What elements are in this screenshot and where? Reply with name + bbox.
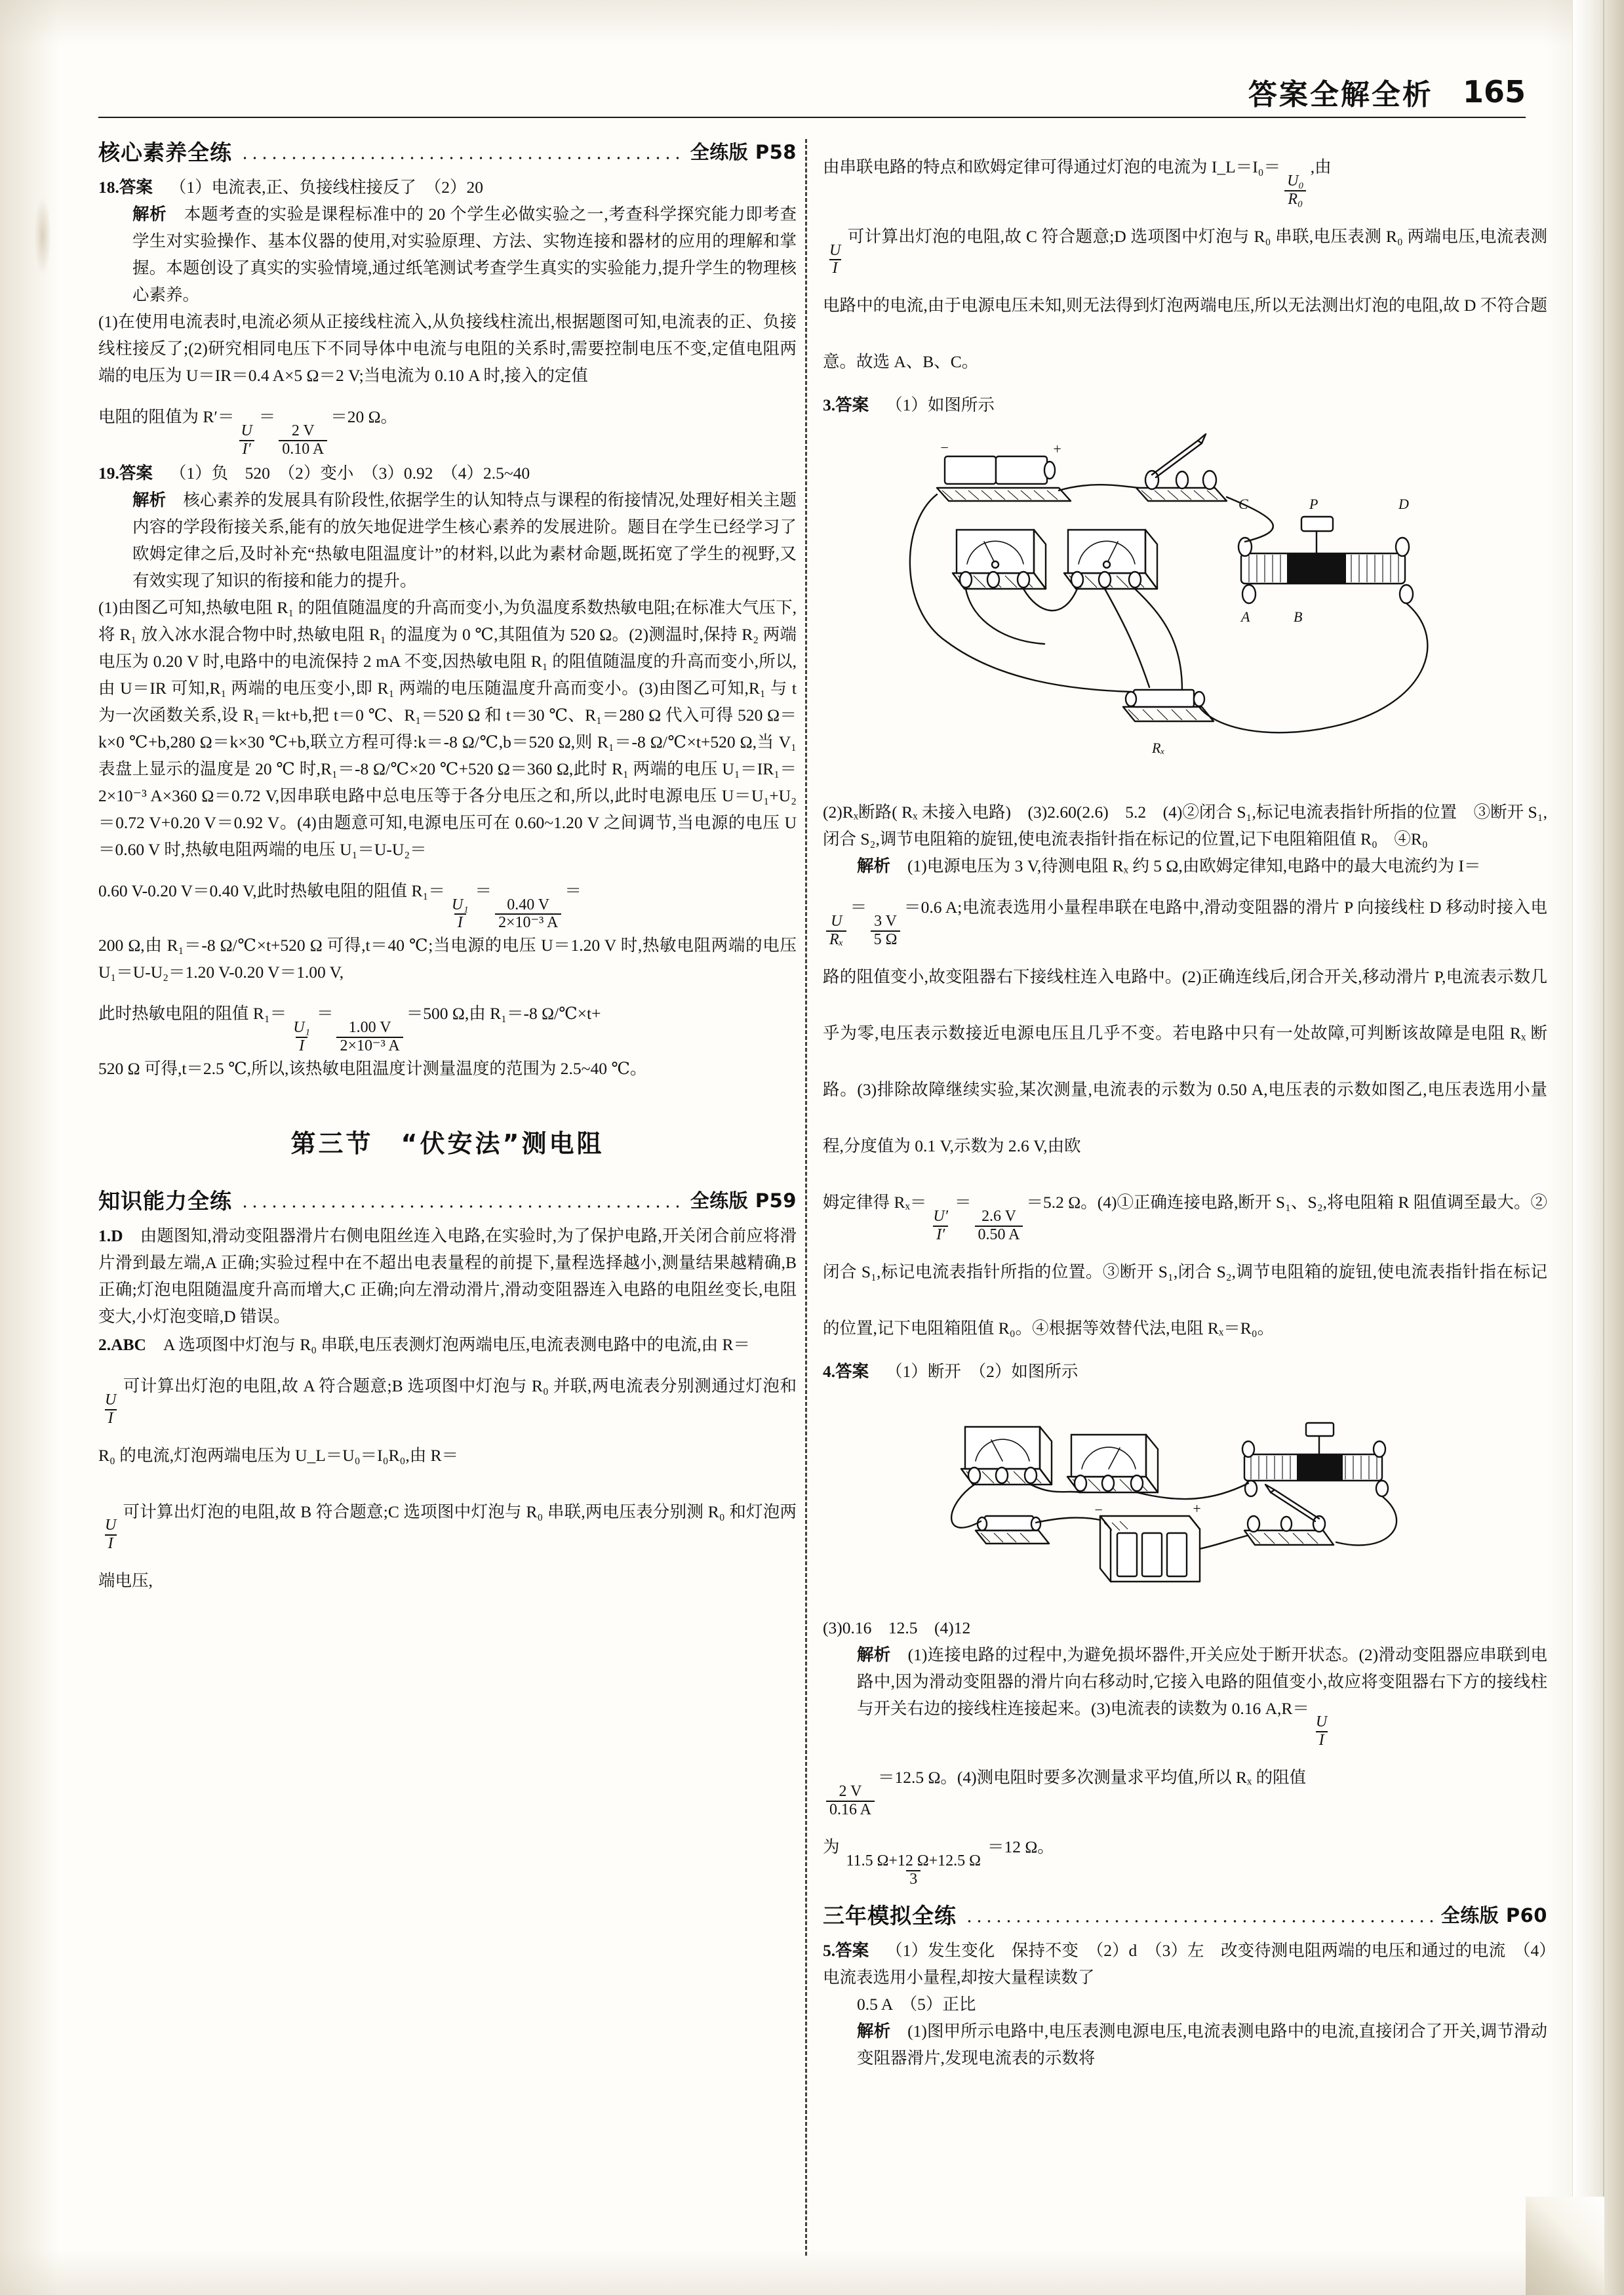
item-number: 4.: [823, 1361, 836, 1381]
figure-label-b: B: [1293, 609, 1302, 626]
fraction-26v-over-050a: [975, 1208, 1023, 1244]
page-header: [0, 71, 1573, 113]
fraction-numerator: U: [1315, 1713, 1328, 1731]
fraction-040v-over-2e-3a: [495, 897, 561, 932]
fraction-numerator: U₀: [1287, 172, 1304, 190]
circuit-diagram-3-svg: [874, 425, 1497, 792]
fraction-denominator: I: [1316, 1731, 1328, 1749]
fraction-denominator: R₀: [1284, 190, 1306, 209]
fraction-denominator: I: [105, 1534, 117, 1553]
analysis-label: 解析: [132, 490, 167, 509]
formula-line-1: [823, 139, 1547, 209]
fraction-numerator: 0.40 V: [507, 896, 550, 913]
answer-line: [98, 1331, 797, 1358]
figure-label-rx: Rₓ: [1151, 740, 1165, 757]
answer-line-2: [823, 1991, 1547, 2018]
analysis-text: (1)由图乙可知,热敏电阻 R₁ 的阻值随温度的升高而变小,为负温度系数热敏电阻;在标准大气压下,将 R₁ 放入冰水混合物中时,热敏电阻 R₁ 的温度为 0 ℃,其阻值为 520 Ω。(2)测温时,保持 R₂ 两端电压为 0.20 V 时,电路中的电流保持 2 mA 不变,因热敏电阻 R₁ 的阻值随温度的升高而变小,所以,由 U＝IR 可知,R₁ 两端的电压变小,即 R₁ 两端的电压随温度升高而变小。(3)由图乙可知,R₁ 与 t 为一次函数关系,设 R₁＝kt+b,把 t＝0 ℃、R₁＝520 Ω 和 t＝30 ℃、R₁＝280 Ω 代入可得 520 Ω＝k×0 ℃+b,280 Ω＝k×30 ℃+b,联立方程可得:k＝-8 Ω/℃,b＝520 Ω,则 R₁＝-8 Ω/℃×t+520 Ω,当 V₁ 表盘上显示的温度是 20 ℃ 时,R₁＝-8 Ω/℃×20 ℃+520 Ω＝360 Ω,此时 R₁ 两端的电压 U₁＝IR₁＝2×10⁻³ A×360 Ω＝0.72 V,因串联电路中总电压等于各分电压之和,所以,此时电源电压 U＝U₁+U₂＝0.72 V+0.20 V＝0.92 V。(4)由题意可知,电源电压可在 0.60~1.20 V 之间调节,当电源的电压 U＝0.60 V 时,热敏电阻两端的电压 U₁＝U-U₂＝: [98, 597, 797, 859]
banner-name: 知识能力全练: [98, 1187, 232, 1214]
analysis-text: 可计算出灯泡的电阻,故 A 符合题意;B 选项图中灯泡与 R₀ 并联,两电流表分别测通过灯泡和 R₀ 的电流,灯泡两端电压为 U_L＝U₀＝I₀R₀,由 R＝: [98, 1376, 797, 1465]
fraction-u-over-i: [102, 1392, 119, 1427]
figure-label-c: C: [1238, 496, 1248, 513]
formula-prefix: 此时热敏电阻的阻值 R₁＝: [98, 1004, 287, 1024]
switch-icon: [1244, 1485, 1334, 1545]
analysis-formula-line-2: 此时热敏电阻的阻值 R₁＝ $\frac{\text{U₁}}{I}$ ＝ $\frac{1.00 V}{\text{2×10⁻³ A}}$ ＝500 Ω,由 R₁＝-8 Ω/℃×t+: [98, 1004, 601, 1054]
fraction-denominator: Rₓ: [826, 930, 846, 949]
fraction-numerator: U: [105, 1517, 117, 1534]
item-number: 2.: [98, 1334, 111, 1354]
equals-sign: ＝: [258, 407, 276, 426]
banner-dots: [240, 156, 683, 160]
rheostat-icon: [1242, 1423, 1388, 1496]
formula-line-1: [98, 1358, 797, 1484]
fraction-u-over-rx: [826, 913, 846, 949]
answer-text: 0.5 A （5）正比: [857, 1995, 976, 2014]
fraction-denominator: 0.10 A: [279, 440, 327, 458]
switch-icon: [1136, 434, 1227, 501]
analysis-text: ,由: [1310, 157, 1332, 176]
fraction-u-over-i-2: [102, 1517, 119, 1553]
fraction-denominator: 2×10⁻³ A: [495, 913, 561, 932]
fraction-numerator: U: [241, 422, 252, 439]
answer-choice: D: [111, 1226, 123, 1245]
figure-circuit-3: [823, 425, 1547, 792]
answer-rest: [823, 799, 1547, 852]
formula-prefix: 0.60 V-0.20 V＝0.40 V,此时热敏电阻的阻值 R₁＝: [98, 881, 445, 900]
answer-text: （1）断开 （2）如图所示: [886, 1361, 1079, 1381]
item-number: 1.: [98, 1226, 111, 1245]
fraction-uprime-over-iprime: [930, 1208, 951, 1244]
analysis-paragraph-a: [823, 2018, 1547, 2071]
fraction-numerator: 11.5 Ω+12 Ω+12.5 Ω: [846, 1852, 981, 1869]
item-number: 5.: [823, 1941, 836, 1961]
analysis-text: 由串联电路的特点和欧姆定律可得通过灯泡的电流为 I_L＝I₀＝: [823, 157, 1281, 176]
analysis-text: (1)电源电压为 3 V,待测电阻 Rₓ 约 5 Ω,由欧姆定律知,电路中的最大电流约为 I＝: [907, 856, 1481, 876]
fraction-denominator: 3: [906, 1870, 921, 1888]
figure-label-p: P: [1309, 496, 1318, 513]
analysis-text: ＝0.6 A;电流表选用小量程串联在电路中,滑动变阻器的滑片 P 向接线柱 D 移动时接入电路的阻值变小,故变阻器右下接线柱连入电路中。(2)正确连线后,闭合开关,移动滑片 P,电流表示数几乎为零,电压表示数接近电源电压且几乎不变。若电路中只有一处故障,可判断该故障是电阻 Rₓ 断路。(3)排除故障继续实验,某次测量,电流表的示数为 0.50 A,电压表的示数如图乙,电压表选用小量程,分度值为 0.1 V,示数为 2.6 V,由欧: [823, 898, 1547, 1155]
answer-text: (3)0.16 12.5 (4)12: [823, 1618, 971, 1637]
banner-name: 核心素养全练: [98, 140, 232, 165]
fraction-u0-over-r0: [1284, 173, 1307, 209]
analysis-paragraph-4: [98, 1055, 797, 1082]
analysis-text: A 选项图中灯泡与 R₀ 串联,电压表测灯泡两端电压,电流表测电路中的电流,由 R＝: [163, 1334, 751, 1354]
fraction-denominator: I: [105, 1409, 117, 1427]
analysis-formula-line-1: $\frac{U}{\text{Rₓ}}$ ＝ $\frac{3 V}{5 \Omega}$ ＝0.6 A;电流表选用小量程串联在电路中,滑动变阻器的滑片 P 向接线柱 D 移动时接入电路的阻值变小,故变阻器右下接线柱连入电路中。(2)正确连线后,闭合开关,移动滑片 P,电流表示数几乎为零,电压表示数接近电源电压且几乎不变。若电路中只有一处故障,可判断该故障是电阻 Rₓ 断路。(3)排除故障继续实验,某次测量,电流表的示数为 0.50 A,电压表的示数如图乙,电压表选用小量程,分度值为 0.1 V,示数为 2.6 V,由欧: [823, 898, 1547, 1155]
page-number: 165: [1462, 74, 1526, 110]
formula-line-2: [98, 1484, 797, 1610]
analysis-text: 本题考查的实验是课程标准中的 20 个学生必做实验之一,考查科学探究能力即考查学生对实验操作、基本仪器的使用,对实验原理、方法、实物连接和器材的应用的理解和掌握。本题创设了真实的实验情境,通过纸笔测试考查学生真实的实验能力,提升学生的物理核心素养。: [132, 205, 797, 304]
item-number: 19.: [98, 463, 119, 483]
fraction-numerator: U₁: [451, 896, 469, 913]
svg-text:+: +: [1052, 441, 1062, 458]
answer-item-4: [823, 1358, 1547, 1888]
fraction-numerator: 2 V: [291, 422, 315, 439]
analysis-text: (1)连接电路的过程中,为避免损坏器件,开关应处于断开状态。(2)滑动变阻器应串联到电路中,因为滑动变阻器的滑片向右移动时,它接入电路的阻值变小,故应将变阻器右下方的接线柱与开关右边的接线柱连接起来。(3)电流表的读数为 0.16 A,R＝: [857, 1645, 1547, 1718]
banner-ref: 全练版 P59: [690, 1189, 797, 1212]
fraction-numerator: 2.6 V: [981, 1207, 1016, 1225]
voltmeter-icon: [1067, 1435, 1158, 1492]
fraction-denominator: I: [296, 1037, 307, 1055]
voltmeter-icon: [1064, 530, 1157, 589]
answer-line: [823, 391, 1547, 418]
answer-item-18: [98, 174, 797, 458]
analysis-label: 解析: [857, 2022, 891, 2041]
analysis-label: 解析: [132, 205, 167, 224]
answer-label: 答案: [119, 178, 153, 197]
fraction-numerator: U′: [933, 1207, 948, 1225]
fraction-100v-over-2e-3a: [336, 1020, 403, 1055]
analysis-paragraph-a: [823, 852, 1547, 879]
fraction-u-over-i: [237, 423, 255, 458]
analysis-formula-line-1: [823, 1749, 1547, 1819]
banner-dots: [964, 1919, 1433, 1923]
fraction-denominator: 2×10⁻³ A: [336, 1037, 403, 1055]
analysis-text: ＝12.5 Ω。(4)测电阻时要多次测量求平均值,所以 Rₓ 的阻值: [877, 1768, 1307, 1787]
column-divider: [805, 139, 807, 2256]
fraction-3v-over-5ohm: [871, 913, 901, 949]
answer-item-3: [823, 391, 1547, 1356]
banner-ref: 全练版 P60: [1440, 1904, 1547, 1927]
analysis-text: (1)在使用电流表时,电流必须从正接线柱流入,从负接线柱流出,根据题图可知,电流表的正、负接线柱接反了;(2)研究相同电压下不同导体中电流与电阻的关系时,需要控制电压不变,定值电阻两端的电压为 U＝IR＝0.4 A×5 Ω＝2 V;当电流为 0.10 A 时,接入的定值: [98, 312, 797, 385]
analysis-formula-line-2: 姆定律得 Rₓ＝ $\frac{U'}{I'}$ ＝ $\frac{2.6 V}{0.50 A}$ ＝5.2 Ω。(4)①正确连接电路,断开 S₁、S₂,将电阻箱 R 阻值调至最大。②闭合 S₁,标记电流表指针所指的位置。③断开 S₁,闭合 S₂,调节电阻箱的旋钮,使电流表指针指在标记的位置,记下电阻箱阻值 R₀。④根据等效替代法,电阻 Rₓ＝R₀。: [823, 1192, 1547, 1338]
svg-text:−: −: [1093, 1501, 1103, 1518]
analysis-paragraph-1: [98, 201, 797, 308]
svg-text:+: +: [1191, 1500, 1202, 1517]
analysis-paragraph-2: [98, 308, 797, 389]
fraction-denominator: 0.50 A: [975, 1226, 1023, 1244]
right-column: [823, 139, 1547, 2295]
analysis-text: 200 Ω,由 R₁＝-8 Ω/℃×t+520 Ω 可得,t＝40 ℃;当电源的电压 U＝1.20 V 时,热敏电阻两端的电压 U₁＝U-U₂＝1.20 V-0.20 V＝1.00 V,: [98, 936, 797, 982]
analysis-text: 可计算出灯泡的电阻,故 C 符合题意;D 选项图中灯泡与 R₀ 串联,电压表测 R₀ 两端电压,电流表测电路中的电流,由于电源电压未知,则无法得到灯泡两端电压,所以无法测出灯泡的电阻,故 D 不符合题意。故选 A、B、C。: [823, 226, 1547, 372]
answer-text: （1）负 520 （2）变小 （3）0.92 （4）2.5~40: [169, 463, 530, 483]
fraction-numerator: 3 V: [874, 913, 897, 930]
answer-item-1: [98, 1222, 797, 1330]
fraction-denominator: 0.16 A: [826, 1801, 875, 1819]
circuit-diagram-4-svg: [903, 1391, 1467, 1608]
content-columns: [0, 139, 1624, 2295]
fraction-numerator: U: [831, 913, 842, 930]
fraction-numerator: U: [829, 241, 841, 259]
answer-item-2: [98, 1331, 797, 1609]
banner-dots: [240, 1205, 683, 1208]
formula-suffix: ＝500 Ω,由 R₁＝-8 Ω/℃×t+: [406, 1004, 601, 1024]
resistor-icon: [976, 1516, 1049, 1544]
banner-name: 三年模拟全练: [823, 1903, 957, 1929]
analysis-text: 核心素养的发展具有阶段性,依据学生的认知特点与课程的衔接情况,处理好相关主题内容的学段衔接关系,能有的放矢地促进学生核心素养的发展进阶。题目在学生已经学习了欧姆定律之后,及时补充“热敏电阻温度计”的材料,以此为素材命题,既拓宽了学生的视野,又有效实现了知识的衔接和能力的提升。: [132, 490, 797, 590]
left-column: [98, 139, 797, 2295]
formula-suffix: ＝20 Ω。: [330, 407, 398, 426]
analysis-paragraph-1: [98, 487, 797, 594]
fraction-denominator: I: [829, 259, 841, 277]
answer-text: （1）发生变化 保持不变 （2）d （3）左 改变待测电阻两端的电压和通过的电流 （4）电流表选用小量程,却按大量程读数了: [823, 1941, 1547, 1987]
analysis-text: ＝12 Ω。: [987, 1837, 1054, 1856]
fraction-u-over-i: [1313, 1714, 1330, 1749]
item-number: 3.: [823, 395, 836, 415]
ammeter-icon: [961, 1427, 1052, 1485]
section-banner-three-year-sim: [823, 1902, 1547, 1929]
analysis-paragraph-2: [98, 594, 797, 863]
fraction-u-over-i: [826, 243, 844, 278]
fraction-denominator: I′: [933, 1226, 948, 1244]
fraction-numerator: U: [105, 1391, 117, 1408]
analysis-label: 解析: [857, 1645, 891, 1664]
formula-prefix: 为: [823, 1837, 840, 1856]
ammeter-icon: [953, 530, 1046, 589]
fraction-denominator: I′: [239, 440, 254, 458]
battery-icon: [937, 439, 1071, 501]
answer-line: [98, 174, 797, 201]
answer-label: 答案: [835, 395, 869, 415]
answer-label: 答案: [835, 1361, 869, 1381]
svg-text:−: −: [939, 439, 949, 456]
fraction-numerator: 2 V: [839, 1783, 862, 1800]
chapter-title: 第三节 “伏安法”测电阻: [290, 1128, 604, 1158]
fraction-u1-over-i-2: [290, 1020, 313, 1055]
section-banner-knowledge-ability: [98, 1187, 797, 1214]
answer-text: (2)Rₓ断路( Rₓ 未接入电路) (3)2.60(2.6) 5.2 (4)②闭合 S₁,标记电流表指针所指的位置 ③断开 S₁,闭合 S₂,调节电阻箱的旋钮,使电流表指针指在标记的位置,记下电阻箱阻值 R₀ ④R₀: [823, 803, 1547, 849]
fraction-denominator: 5 Ω: [871, 930, 901, 949]
formula-line-2: [823, 209, 1547, 391]
item-number: 18.: [98, 178, 119, 197]
answer-line: [98, 460, 797, 487]
header-rule: [98, 117, 1526, 118]
formula-prefix: 电阻的阻值为 R′＝: [98, 407, 235, 426]
answer-item-19: [98, 460, 797, 1082]
answer-line: [823, 1937, 1547, 1991]
section-banner-core-literacy: [98, 139, 797, 166]
figure-label-a: A: [1240, 609, 1250, 626]
figure-circuit-4: [823, 1391, 1547, 1608]
analysis-label: 解析: [857, 856, 891, 876]
analysis-paragraph-a: [823, 1641, 1547, 1750]
answer-rest: [823, 1614, 1547, 1641]
fraction-denominator: I: [454, 913, 466, 932]
answer-label: 答案: [835, 1941, 869, 1961]
figure-label-d: D: [1398, 496, 1409, 513]
answer-line: [98, 1222, 797, 1330]
analysis-text: 520 Ω 可得,t＝2.5 ℃,所以,该热敏电阻温度计测量温度的范围为 2.5~40 ℃。: [98, 1058, 647, 1078]
page-title: 答案全解全析: [1248, 78, 1433, 111]
fraction-2v-over-010a: [279, 423, 327, 458]
analysis-formula-line: [98, 389, 797, 458]
battery-holder-icon: [1100, 1516, 1200, 1582]
analysis-text: 由题图知,滑动变阻器滑片右侧电阻丝连入电路,在实验时,为了保护电路,开关闭合前应将滑片滑到最左端,A 正确;实验过程中在不超出电表量程的前提下,量程选择越小,测量结果越精确,B 正确;灯泡电阻随温度升高而增大,C 正确;向左滑动滑片,滑动变阻器连入电路的电阻丝变长,电阻变大,小灯泡变暗,D 错误。: [98, 1226, 797, 1326]
analysis-text: (1)图甲所示电路中,电压表测电源电压,电流表测电路中的电流,直接闭合了开关,调节滑动变阻器滑片,发现电流表的示数将: [857, 2022, 1547, 2068]
analysis-text: 可计算出灯泡的电阻,故 B 符合题意;C 选项图中灯泡与 R₀ 串联,两电压表分别测 R₀ 和灯泡两端电压,: [98, 1502, 797, 1591]
fraction-average-resistance: [843, 1853, 984, 1888]
formula-prefix: 姆定律得 Rₓ＝: [823, 1192, 927, 1212]
banner-ref: 全练版 P58: [690, 141, 797, 163]
fraction-numerator: 1.00 V: [348, 1019, 391, 1037]
fraction-2v-over-016a: [826, 1784, 875, 1819]
answer-line: [823, 1358, 1547, 1385]
answer-text: （1）如图所示: [886, 395, 995, 415]
analysis-paragraph-3: [98, 932, 797, 986]
answer-label: 答案: [119, 463, 153, 483]
answer-choice: ABC: [111, 1334, 146, 1354]
resistor-rx-icon: [1123, 690, 1214, 756]
analysis-text: ＝5.2 Ω。(4)①正确连接电路,断开 S₁、S₂,将电阻箱 R 阻值调至最大。②闭合 S₁,标记电流表指针所指的位置。③断开 S₁,闭合 S₂,调节电阻箱的旋钮,使电流表指针指在标记的位置,记下电阻箱阻值 R₀。④根据等效替代法,电阻 Rₓ＝R₀。: [823, 1192, 1547, 1338]
answer-text: （1）电流表,正、负接线柱接反了 （2）20: [169, 178, 484, 197]
answer-item-2-continued: [823, 139, 1547, 390]
analysis-formula-line-2: [823, 1819, 1547, 1888]
fraction-numerator: U₁: [293, 1019, 310, 1037]
analysis-formula-line-1: 0.60 V-0.20 V＝0.40 V,此时热敏电阻的阻值 R₁＝ $\frac{\text{U₁}}{I}$ ＝ $\frac{0.40 V}{\text{2×10⁻³ A}}$ ＝: [98, 881, 582, 932]
fraction-u1-over-i: [448, 897, 472, 932]
answer-item-5: [823, 1937, 1547, 2071]
